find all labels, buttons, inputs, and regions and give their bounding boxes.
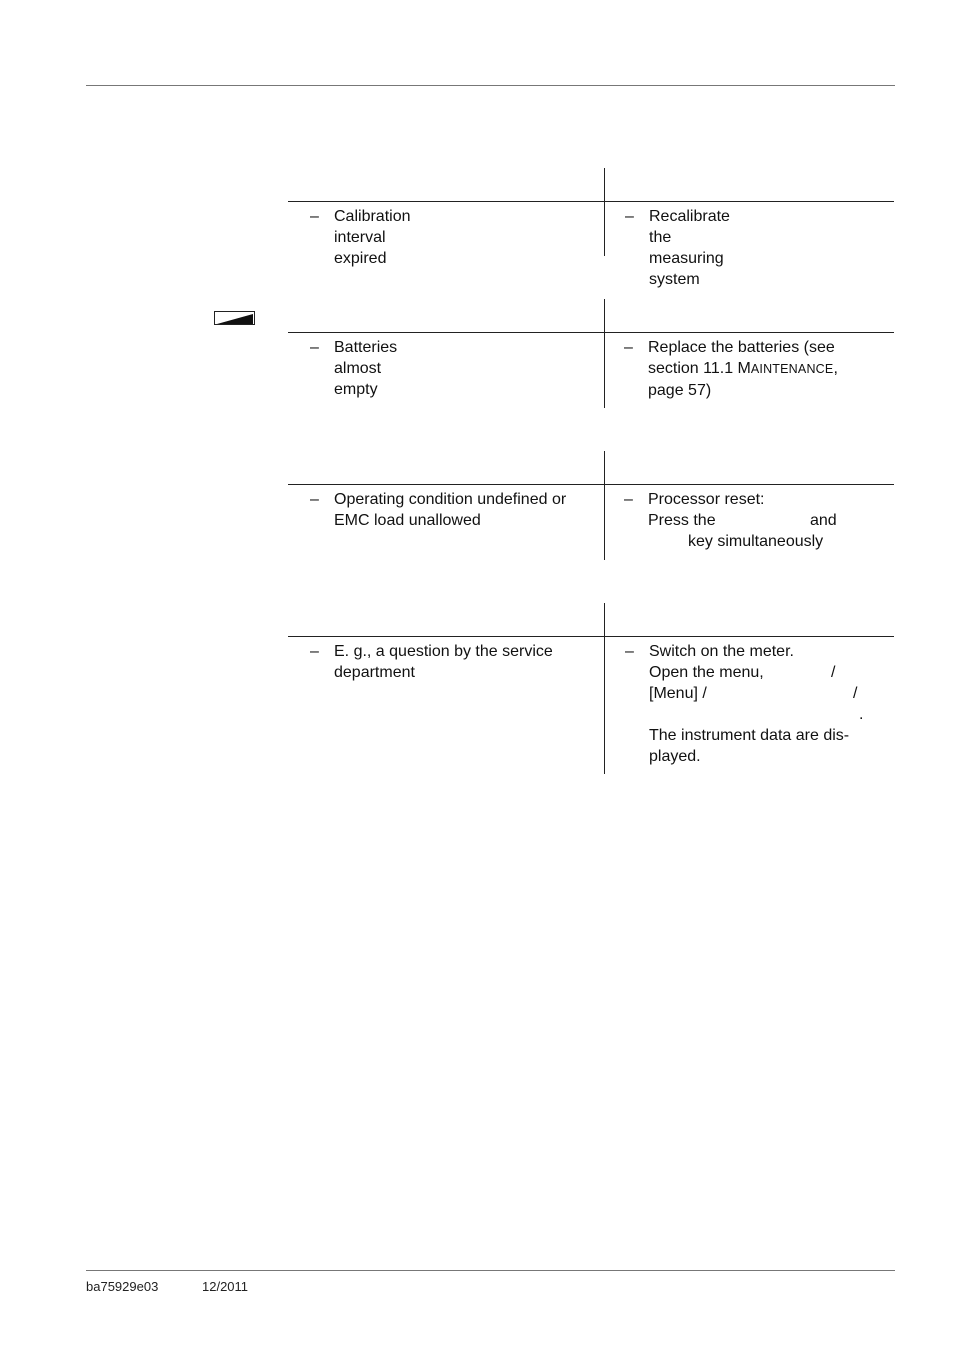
cause-text: Calibration interval expired (334, 208, 411, 267)
table-header (288, 451, 894, 485)
remedy-text: [Menu] / (649, 685, 707, 702)
remedy-text: key simultaneously (688, 533, 824, 550)
remedy-text: system (649, 271, 700, 288)
header-rule (86, 85, 895, 86)
remedy-text: Open the menu, (649, 664, 764, 681)
table-body: – Calibration interval expired – Recalibrate the measuring system (288, 202, 894, 256)
table-header (288, 299, 894, 333)
footer-date: 12/2011 (202, 1279, 249, 1294)
error-table-battery (288, 299, 894, 408)
remedy-text: page 57) (648, 382, 712, 399)
table-body: – Operating condition undefined or EMC load unallowed – Processor reset: Press the and key simultaneously (288, 485, 894, 560)
remedy-text: Recalibrate the measuring (649, 208, 730, 267)
table-body: – Batteries almost empty – Replace the batteries (see section 11.1 MAINTENANCE, page 57) (288, 333, 894, 408)
table-body: – E. g., a question by the service department – Switch on the meter. Open the menu, / [Menu] / / . The instrument data are dis- played. (288, 637, 894, 774)
footer-rule (86, 1270, 895, 1271)
cause-text: EMC load unallowed (334, 512, 481, 529)
error-table-instrument-data (288, 603, 894, 774)
remedy-text: The instrument data are dis- (649, 727, 850, 744)
remedy-text-ref: section 11.1 MAINTENANCE, (648, 360, 838, 377)
error-table-calibration (288, 168, 894, 288)
table-header (288, 168, 894, 202)
remedy-text: / (853, 685, 858, 702)
remedy-text: . (859, 706, 864, 723)
error-table-reset (288, 451, 894, 560)
remedy-text: Replace the batteries (see (648, 339, 835, 356)
footer-doc-id: ba75929e03 (86, 1279, 159, 1294)
remedy-text: / (831, 664, 836, 681)
cause-text: E. g., a question by the service (334, 643, 553, 660)
cause-text: Operating condition undefined or (334, 491, 567, 508)
battery-low-icon (214, 311, 255, 325)
table-header (288, 603, 894, 637)
cause-text: department (334, 664, 415, 681)
remedy-text: Processor reset: (648, 491, 765, 508)
remedy-text: Switch on the meter. (649, 643, 794, 660)
remedy-text: and (810, 512, 837, 529)
remedy-text: Press the (648, 512, 716, 529)
remedy-text: played. (649, 748, 701, 765)
cause-text: Batteries almost empty (334, 339, 398, 398)
